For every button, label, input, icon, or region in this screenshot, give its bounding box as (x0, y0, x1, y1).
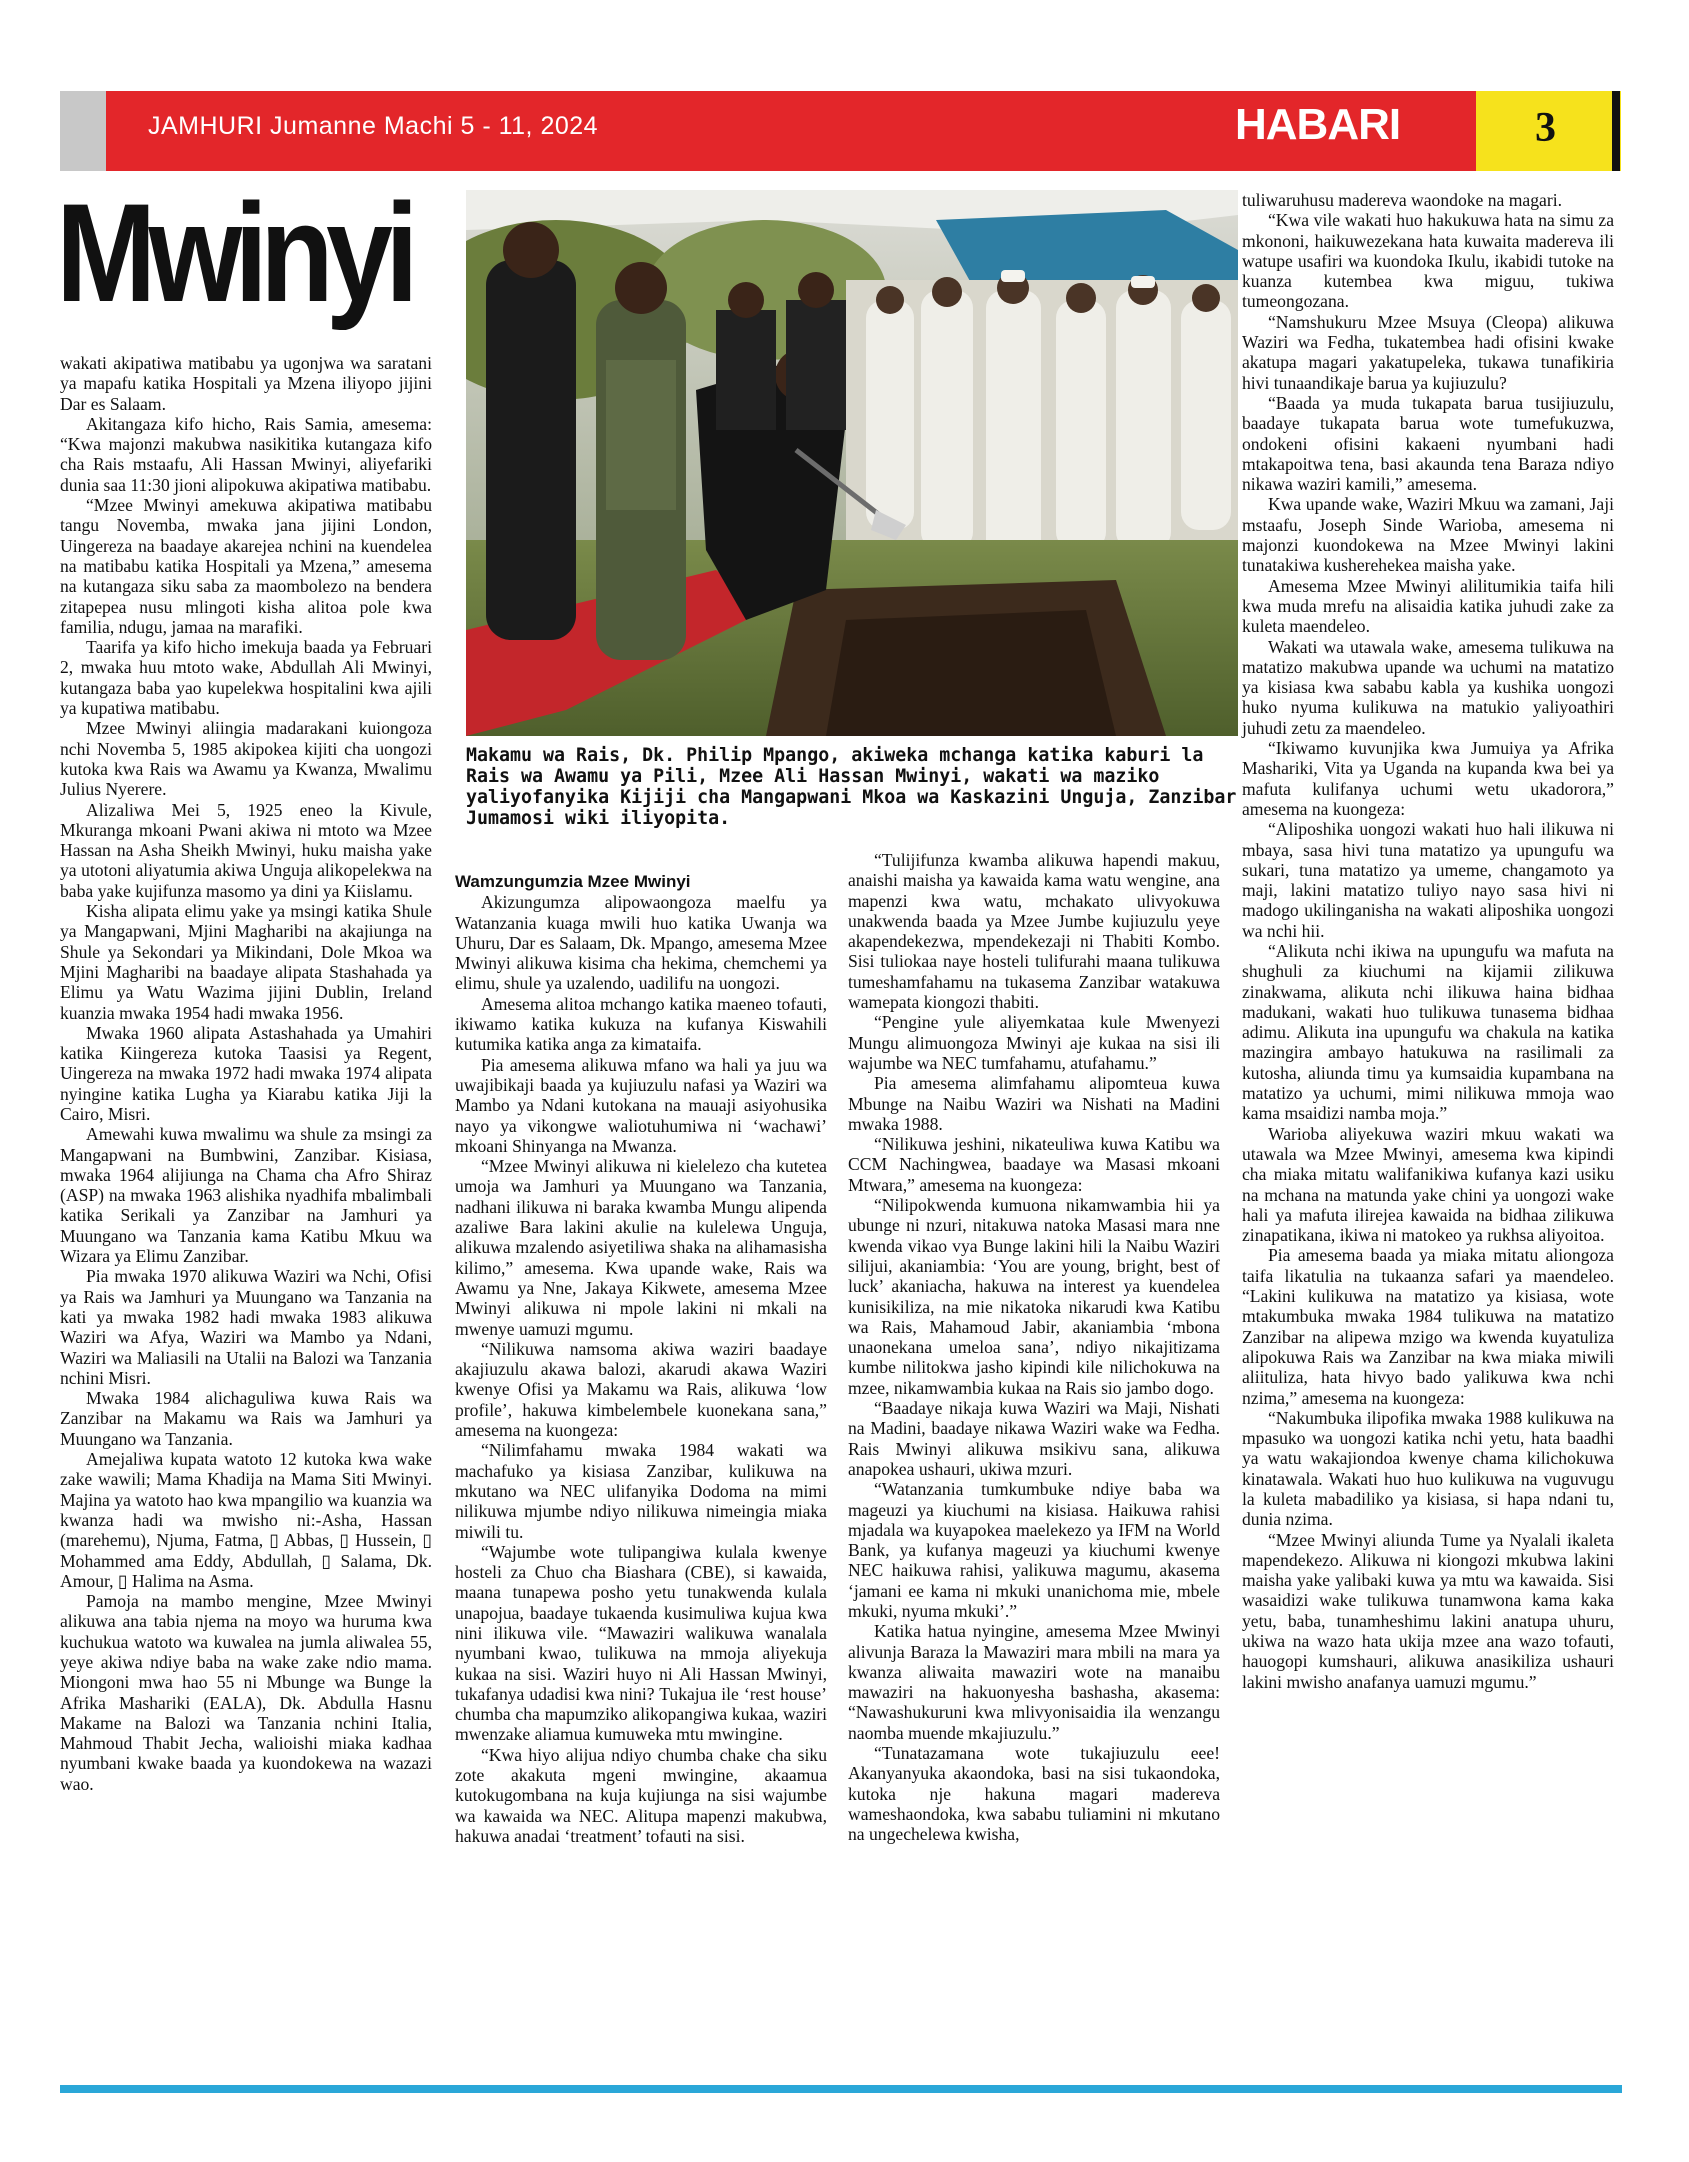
paragraph: Pamoja na mambo mengine, Mzee Mwinyi alikuwa ana tabia njema na moyo wa huruma kwa kuchukua watoto wa kuwalea na jumla aliwalea 55, yeye akiwa ndiye baba na wake zake ndio mama. Miongoni mwa hao 55 ni Mbunge wa Bunge la Afrika Mashariki (EALA), Dk. Abdulla Hasnu Makame na Balozi wa Tanzania nchini Italia, Mahmoud Thabit Jecha, walioishi miaka kadhaa nyumbani kwake baada ya kuondokewa na wazazi wao. (60, 1591, 432, 1794)
paragraph: “Ikiwamo kuvunjika kwa Jumuiya ya Afrika Mashariki, Vita ya Uganda na kupanda kwa bei ya mafuta kulifanya uchumi wetu ukadorora,” amesema na kuongeza: (1242, 738, 1614, 819)
burial-photo (466, 190, 1238, 736)
paragraph: “Nilikuwa namsoma akiwa waziri baadaye akajiuzulu akawa balozi, akarudi akawa Waziri kwenye Ofisi ya Makamu wa Rais, alikuwa ‘low profile’, hakuwa kimbelembele kuonekana sana,” amesema na kuongeza: (455, 1338, 827, 1441)
paragraph: Amesema alitoa mchango katika maeneo tofauti, ikiwamo katika kukuza na kufanya Kiswahili kutumika katika anga za kimataifa. (455, 993, 827, 1055)
paragraph: Amejaliwa kupata watoto 12 kutoka kwa wake zake wawili; Mama Khadija na Mama Siti Mwinyi. Majina ya watoto hao kwa mpangilio wa kuanzia wa kwanza hadi wa mwisho ni:-Asha, Hassan (marehemu), Njuma, Fatma, ▯ Abbas, ▯ Hussein, ▯ Mohammed ama Eddy, Abdullah, ▯ Salama, Dk. Amour, ▯ Halima na Asma. (60, 1449, 432, 1591)
paragraph: “Tunatazamana wote tukajiuzulu eee! Akanyanyuka akaondoka, basi na sisi tukaondoka, kutoka nje hakuna magari madereva wameshaondoka, kwa sababu tuliamini ni mkutano na ungechelewa kwisha, (848, 1743, 1220, 1845)
article-column-4 (1242, 190, 1614, 1692)
paragraph: “Baadaye nikaja kuwa Waziri wa Maji, Nishati na Madini, baadaye nikawa Waziri wake wa Fedha. Rais Mwinyi alikuwa msikivu sana, alikuwa anapokea ushauri, ukiwa mzuri. (848, 1398, 1220, 1479)
paragraph: Amesema Mzee Mwinyi alilitumikia taifa hili kwa muda mrefu na alisaidia katika juhudi zake za kuleta maendeleo. (1242, 575, 1614, 637)
paragraph: Akitangaza kifo hicho, Rais Samia, amesema: “Kwa majonzi makubwa nasikitika kutangaza kifo cha Rais mstaafu, Ali Hassan Mwinyi, aliyefariki dunia saa 11:30 jioni alipokuwa akipatiwa matibabu. (60, 413, 432, 495)
photo-caption: Makamu wa Rais, Dk. Philip Mpango, akiweka mchanga katika kaburi la Rais wa Awamu ya Pili, Mzee Ali Hassan Mwinyi, wakati wa maziko yaliyofanyika Kijiji cha Mangapwani Mkoa wa Kaskazini Unguja, Zanzibar Jumamosi wiki iliyopita. (466, 745, 1237, 829)
paragraph: “Mzee Mwinyi alikuwa ni kielelezo cha kutetea umoja wa Jamhuri ya Muungano wa Tanzania, nadhani ilikuwa ni baraka kwamba Mungu alipenda azaliwe Bara lakini akulie na kulelewa Unguja, alikuwa mzalendo asiyetiliwa shaka na alihamasisha kilimo,” amesema. Kwa upande wake, Rais wa Awamu ya Nne, Jakaya Kikwete, amesema Mzee Mwinyi alikuwa ni mpole lakini ni mkali na mwenye uamuzi mgumu. (455, 1156, 827, 1339)
paragraph: Wakati wa utawala wake, amesema tulikuwa na matatizo makubwa upande wa uchumi na matatizo ya kisiasa kwa sababu kabla ya kushika uongozi huko nyuma kulikuwa na matukio yaliyoathiri juhudi zetu za maendeleo. (1242, 636, 1614, 738)
section-label: HABARI (1235, 100, 1401, 149)
paragraph: Kisha alipata elimu yake ya msingi katika Shule ya Mangapwani, Mjini Magharibi na akajiunga na Shule ya Sekondari ya Mikindani, Dole Mkoa wa Mjini Magharibi na baadaye alipata Stashahada ya Elimu ya Watu Wazima jijini Dublin, Ireland kuanzia mwaka 1954 hadi mwaka 1956. (60, 901, 432, 1023)
paragraph: Pia amesema alikuwa mfano wa hali ya juu wa uwajibikaji baada ya kujiuzulu nafasi ya Waziri wa Mambo ya Ndani kutokana na mauaji asiyohusika nayo ya vikongwe waliotuhumiwa ni ‘wachawi’ mkoani Shinyanga na Mwanza. (455, 1054, 827, 1156)
article-column-1 (60, 353, 432, 1794)
paragraph: “Nilipokwenda kumuona nikamwambia hii ya ubunge ni nzuri, nitakuwa natoka Masasi mara nne kwenda vikao vya Bunge lakini hili la Naibu Waziri silijui, akaniambia: ‘You are young, bright, best of luck’ akaniacha, hakuwa na interest ya kuendelea kunisikiliza, na mie nikatoka nikarudi kwa Katibu wa Rais, Mahamoud Jabir, akaniambia ‘mbona unaonekana umeloa sana’, ndiyo nikajitizama kumbe nilitokwa jasho kipindi kile nilichokuwa na mzee, nikamwambia kukaa na Rais sio jambo dogo. (848, 1195, 1220, 1398)
header-date-line: JAMHURI Jumanne Machi 5 - 11, 2024 (148, 112, 599, 140)
paragraph: “Mzee Mwinyi aliunda Tume ya Nyalali ikaleta mapendekezo. Alikuwa ni kiongozi mkubwa lakini maisha yake yalibaki kuwa ya mtu wa kawaida. Sisi wasaidizi wake tulikuwa tunamwona kama kaka yetu, baba, tunamheshimu lakini anatupa uhuru, ukiwa na wazo hata ukija mzee ana wazo tofauti, hauogopi kumshauri, alikuwa anasikiliza ushauri lakini mwisho anafanya uamuzi mgumu.” (1242, 1529, 1614, 1692)
paragraph: Mzee Mwinyi aliingia madarakani kuiongoza nchi Novemba 5, 1985 akipokea kijiti cha uongozi kutoka kwa Rais wa Awamu ya Kwanza, Mwalimu Julius Nyerere. (60, 718, 432, 800)
paragraph: Akizungumza alipowaongoza maelfu ya Watanzania kuaga mwili huo katika Uwanja wa Uhuru, Dar es Salaam, Dk. Mpango, amesema Mzee Mwinyi alikuwa kisima cha hekima, chemchemi ya elimu, shule ya uzalendo, uadilifu na uongozi. (455, 892, 827, 994)
paragraph: Alizaliwa Mei 5, 1925 eneo la Kivule, Mkuranga mkoani Pwani akiwa ni mtoto wa Mzee Hassan na Asha Sheikh Mwinyi, huku maisha yake ya utotoni aliyatumia akiwa Unguja alikopelekwa na baba yake kujifunza masomo ya dini ya Kiislamu. (60, 799, 432, 901)
paragraph: “Nilimfahamu mwaka 1984 wakati wa machafuko ya kisiasa Zanzibar, kulikuwa na mkutano wa NEC ulifanyika Dodoma na mimi nilikuwa mjumbe ndiyo nilikuwa nimeingia miaka miwili tu. (455, 1440, 827, 1542)
paragraph: “Nilikuwa jeshini, nikateuliwa kuwa Katibu wa CCM Nachingwea, baadaye wa Masasi mkoani Mtwara,” amesema na kuongeza: (848, 1134, 1220, 1195)
paragraph: Amewahi kuwa mwalimu wa shule za msingi za Mangapwani na Bumbwini, Zanzibar. Kisiasa, mwaka 1964 alijiunga na Chama cha Afro Shiraz (ASP) na mwaka 1963 alishika nyadhifa mbalimbali katika Serikali ya Zanzibar na Jamhuri ya Muungano wa Tanzania kama Katibu Mkuu wa Wizara ya Elimu Zanzibar. (60, 1124, 432, 1267)
article-column-3 (848, 850, 1220, 1845)
paragraph: Kwa upande wake, Waziri Mkuu wa zamani, Jaji mstaafu, Joseph Sinde Warioba, amesema ni majonzi kuondokewa na Mzee Mwinyi lakini tunatakiwa kusherehekea maisha yake. (1242, 494, 1614, 576)
paragraph: “Kwa vile wakati huo hakukuwa hata na simu za mkononi, haikuwezekana hata kuwaita madereva ili watupe usafiri wa kuondoka Ikulu, ikabidi tutoke na kuanza kutembea kwa miguu, tukiwa tumeongozana. (1242, 210, 1614, 312)
paragraph: Katika hatua nyingine, amesema Mzee Mwinyi alivunja Baraza la Mawaziri mara mbili na mara ya kwanza aliwaita mawaziri wote na manaibu mawaziri na hakuonyesha bashasha, akasema: “Nawashukuruni kwa mlivyonisaidia ila wenzangu naomba muende mkajiuzulu.” (848, 1621, 1220, 1743)
paragraph: Mwaka 1960 alipata Astashahada ya Umahiri katika Kiingereza kutoka Taasisi ya Regent, Uingereza na mwaka 1972 hadi mwaka 1974 alipata nyingine katika Lugha ya Kiarabu katika Jiji la Cairo, Misri. (60, 1022, 432, 1124)
paragraph: “Pengine yule aliyemkataa kule Mwenyezi Mungu alimuongoza Mwinyi aje kukaa na sisi ili wajumbe wa NEC tumfahamu, atufahamu.” (848, 1012, 1220, 1073)
paragraph: “Watanzania tumkumbuke ndiye baba wa mageuzi ya kiuchumi na kisiasa. Haikuwa rahisi mjadala wa kuyapokea maelekezo ya IFM na World Bank, ya kufanya mageuzi ya kiuchumi kwenye NEC haikuwa rahisi, yalikuwa magumu, akasema ‘jamani ee kama ni mkuki unanichoma mie, mbele mkuki, nyuma mkuki’.” (848, 1479, 1220, 1621)
headline: Mwinyi (56, 174, 411, 331)
paragraph: Mwaka 1984 alichaguliwa kuwa Rais wa Zanzibar na Makamu wa Rais wa Jamhuri ya Muungano wa Tanzania. (60, 1388, 432, 1449)
page-number: 3 (1535, 105, 1556, 151)
paragraph: Pia amesema baada ya miaka mitatu aliongoza taifa likatulia na tukaanza safari ya maendeleo. “Lakini kulikuwa na matatizo ya kisiasa, wote mtakumbuka mwaka 1984 tulikuwa na matatizo Zanzibar na alipewa mzigo wa kwenda kuyatuliza alipokuwa Rais wa Zanzibar na kwa miaka miwili aliituliza, hata hivyo bado yalikuwa kwa nchi nzima,” amesema na kuongeza: (1242, 1245, 1614, 1408)
subheading: Wamzungumzia Mzee Mwinyi (455, 872, 691, 891)
paragraph: “Baada ya muda tukapata barua tusijiuzulu, baadaye tukapata barua wote tumefukuzwa, ondokeni ofisini kakaeni nyumbani hadi mtakapoitwa tena, basi akaunda tena Baraza ndiyo nikawa waziri kamili,” amesema. (1242, 392, 1614, 495)
paragraph: “Nakumbuka ilipofika mwaka 1988 kulikuwa na mpasuko wa uongozi katika nchi yetu, hata baadhi ya watu wakajiondoa kwenye chama kilichokuwa kinatawala. Wakati huo huo kulikuwa na vuguvugu la kuleta mabadiliko ya kisiasa, si hapa ndani tu, dunia nzima. (1242, 1407, 1614, 1530)
paragraph: Pia mwaka 1970 alikuwa Waziri wa Nchi, Ofisi ya Rais wa Jamhuri ya Muungano wa Tanzania na kati ya mwaka 1982 hadi mwaka 1983 alikuwa Waziri wa Afya, Waziri wa Mambo ya Ndani, Waziri wa Maliasili na Utalii na Balozi wa Tanzania nchini Misri. (60, 1266, 432, 1388)
paragraph: “Alikuta nchi ikiwa na upungufu wa mafuta na shughuli za kiuchumi na kijamii zilikuwa zinakwama, alikuta nchi ilikuwa haina bidhaa madukani, wakati huo tulikuwa tunasema bidhaa adimu. Alikuta ina upungufu wa chakula na katika mazingira ambayo hatukuwa na rasilimali za kutosha, aliunda timu ya kumsaidia kupambana na matatizo ya uchumi, mimi nilikuwa mmoja wao kama msaidizi namba moja.” (1242, 940, 1614, 1124)
header-grey-block (60, 91, 106, 171)
paragraph: wakati akipatiwa matibabu ya ugonjwa wa saratani ya mapafu katika Hospitali ya Mzena iliyopo jijini Dar es Salaam. (60, 353, 432, 414)
paragraph: tuliwaruhusu madereva waondoke na magari. (1242, 190, 1562, 210)
paragraph: “Wajumbe wote tulipangiwa kulala kwenye hosteli za Chuo cha Biashara (CBE), si kawaida, maana tunapewa posho yetu tunakwenda kulala unapojua, baadaye tukaenda kusimuliwa kujua kwa nini ilikuwa vile. “Mawaziri walikuwa wanalala nyumbani kwao, tulikuwa na mmoja aliyekuja kukaa na sisi. Waziri huyo ni Ali Hassan Mwinyi, tukafanya udadisi kwa nini? Tukajua ile ‘rest house’ chumba cha mapumziko alikopangiwa kukaa, waziri mwenzake aliamua kumuweka mtu mwingine. (455, 1541, 827, 1745)
paragraph: “Aliposhika uongozi wakati huo hali ilikuwa ni mbaya, sasa hivi tuna matatizo ya upungufu wa sukari, tuna matatizo ya umeme, changamoto ya maji, lakini matatizo tuliyo nayo sasa hivi ni madogo ukilinganisha na wakati aliposhika uongozi wa nchi hii. (1242, 819, 1614, 941)
paragraph: “Namshukuru Mzee Msuya (Cleopa) alikuwa Waziri wa Fedha, tukatembea hadi ofisini kwake akatupa magari yakatupeleka, tukawa tunafikiria hivi tunaandikaje barua ya kujiuzulu? (1242, 311, 1614, 393)
paragraph: “Mzee Mwinyi amekuwa akipatiwa matibabu tangu Novemba, mwaka jana jijini London, Uingereza na baadaye akarejea nchini na kuendelea na matibabu katika Hospitali ya Mzena,” amesema na kutangaza siku saba za maombolezo na bendera zitapepea nusu mlingoti kisha alitoa pole kwa familia, ndugu, jamaa na marafiki. (60, 495, 432, 637)
paragraph: Pia amesema alimfahamu alipomteua kuwa Mbunge na Naibu Waziri wa Nishati na Madini mwaka 1988. (848, 1073, 1220, 1134)
paragraph: “Kwa hiyo alijua ndiyo chumba chake cha siku zote akakuta mgeni mwingine, akaamua kutokugombana na kuja kujiunga na sisi wajumbe wa kawaida wa NEC. Alitupa mapenzi makubwa, hakuwa anadai ‘treatment’ tofauti na sisi. (455, 1744, 827, 1846)
article-column-2 (455, 872, 827, 1846)
paragraph: Taarifa ya kifo hicho imekuja baada ya Februari 2, mwaka huu mtoto wake, Abdullah Ali Mwinyi, kutangaza baba yao kupelekwa hospitalini kwa ajili ya kupatiwa matibabu. (60, 637, 432, 719)
paragraph: Warioba aliyekuwa waziri mkuu wakati wa utawala wa Mzee Mwinyi, amesema kwa kipindi cha miaka mitatu walifanikiwa kufanya kazi usiku na mchana na matunda yake chini ya uongozi wake hali ya mafuta ilirejea kawaida na bidhaa zilikuwa zinapatikana, ikiwa ni matokeo ya rukhsa aliyoitoa. (1242, 1123, 1614, 1246)
footer-rule (60, 2085, 1622, 2093)
header-right-bar (1612, 91, 1620, 171)
paragraph: “Tulijifunza kwamba alikuwa hapendi makuu, anaishi maisha ya kawaida kama watu wengine, ana mapenzi kwa watu, mchakato ulivyokuwa unakwenda baada ya Mzee Jumbe kujiuzulu yeye akapendekezwa, mpendekezaji ni Thabiti Kombo. Sisi tuliokaa naye hosteli tulifurahi maana tulikuwa tumeshamfahamu na tukasema Zanzibar watakuwa wamepata kiongozi thabiti. (848, 850, 1220, 1013)
